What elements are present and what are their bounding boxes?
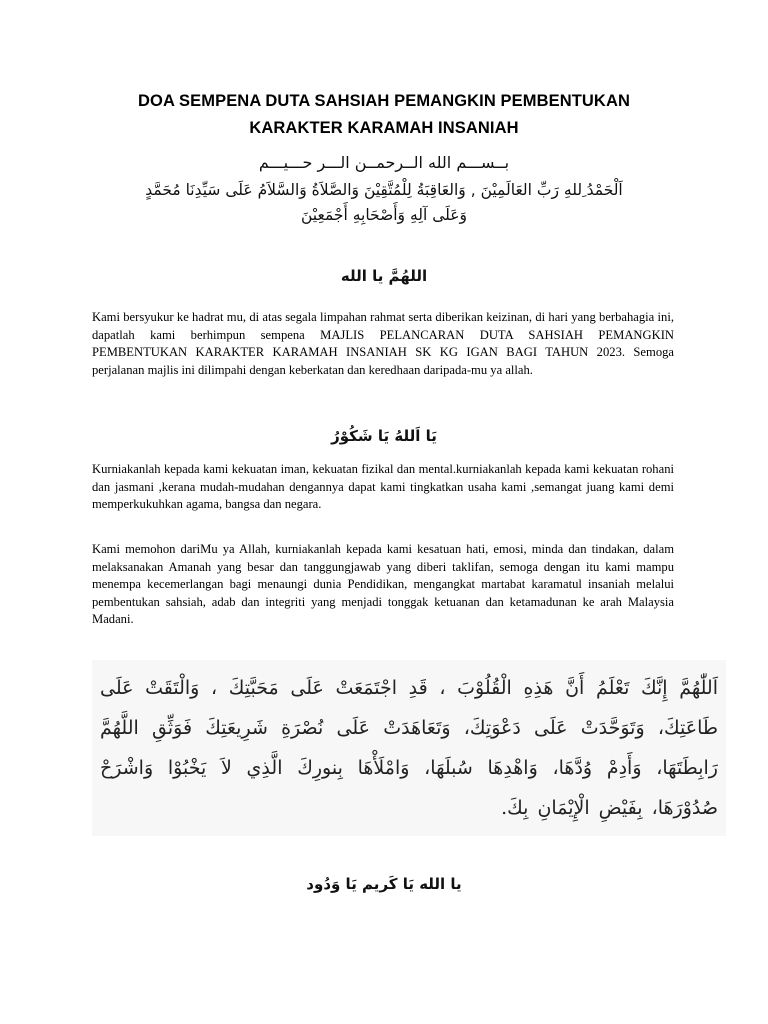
- heading-ya-allah: اللهُمَّ يا الله: [340, 267, 428, 285]
- heading-ya-syakur: يَا اَللهُ يَا شَكُوْرُ: [331, 427, 437, 445]
- closing-invocation: يا الله يَا كَريم يَا وَدُود: [306, 875, 462, 893]
- hamdalah-line-2: وَعَلَى آلِهِ وَأَصْحَابِهِ أَجْمَعِيْنَ: [300, 206, 467, 224]
- dua-rabitah-text: اَللّٰهُمَّ إِنَّكَ تَعْلَمُ أَنَّ هَذِهِ الْقُلُوْبَ ، قَدِ اجْتَمَعَتْ عَلَى مَحَبَّتِكَ ، وَالْتَقَتْ عَلَى طَاعَتِكَ، وَتَوَحَّدَتْ عَلَى دَعْوَتِكَ، وَتَعَاهَدَتْ عَلَى نُصْرَةِ شَرِيعَتِكَ فَوَثِّقِ اللَّهُمَّ رَابِطَتَهَا، وَأَدِمْ وُدَّهَا، وَاهْدِهَا سُبلَهَا، وَامْلَأْهَا بِنورِكَ الَّذِي لاَ يَخْبُوْا وَاشْرَحْ صُدُوْرَهَا، بِفَيْضِ الْإِيْمَانِ بِكَ.: [100, 677, 718, 819]
- hamdalah-line-1: اَلْحَمْدُ ِللهِ رَبِّ العَالَمِيْنَ , وَالعَاقِبَةُ لِلْمُتَّقِيْنَ وَالصَّلاَةُ وَالسَّلاَمُ عَلَى سَيِّدِنَا مُحَمَّدٍ: [145, 181, 623, 199]
- paragraph-unity: Kami memohon dariMu ya Allah, kurniakanlah kepada kami kesatuan hati, emosi, minda dan tindakan, dalam melaksanakan Amanah yang besar dan tanggungjawab yang diberi taklifan, semoga dengan itu kami mampu menempa kecemerlangan bagi menaungi dunia Pendidikan, mengangkat martabat karamatul insaniah melalui pembentukan sahsiah, adab dan integriti yang menjadi tonggak ketuanan dan ketamadunan ke arah Malaysia Madani.: [92, 542, 674, 626]
- paragraph-gratitude: Kami bersyukur ke hadrat mu, di atas segala limpahan rahmat serta diberikan keizinan, di hari yang berbahagia ini, dapatlah kami berhimpun sempena MAJLIS PELANCARAN DUTA SAHSIAH PEMANGKIN PEMBENTUKAN KARAKTER KARAMAH INSANIAH SK KG IGAN BAGI TAHUN 2023. Semoga perjalanan majlis ini dilimpahi dengan keberkatan dan keredhaan daripada-mu ya allah.: [92, 310, 674, 377]
- dua-rabitah-image: [92, 660, 726, 836]
- title-line-1: DOA SEMPENA DUTA SAHSIAH PEMANGKIN PEMBENTUKAN: [138, 92, 630, 110]
- title-line-2: KARAKTER KARAMAH INSANIAH: [249, 119, 519, 137]
- basmalah: بــســـم الله الــرحمــن الـــر حـــيـــم: [258, 153, 510, 172]
- document-title: [60, 88, 708, 142]
- hamdalah: [92, 178, 676, 228]
- paragraph-strength: Kurniakanlah kepada kami kekuatan iman, kekuatan fizikal dan mental.kurniakanlah kepada kami kekuatan rohani dan jasmani ,kerana mudah-mudahan dengannya dapat kami tingkatkan usaha kami ,semangat juang kami demi memperkukuhkan agama, bangsa dan negara.: [92, 462, 674, 511]
